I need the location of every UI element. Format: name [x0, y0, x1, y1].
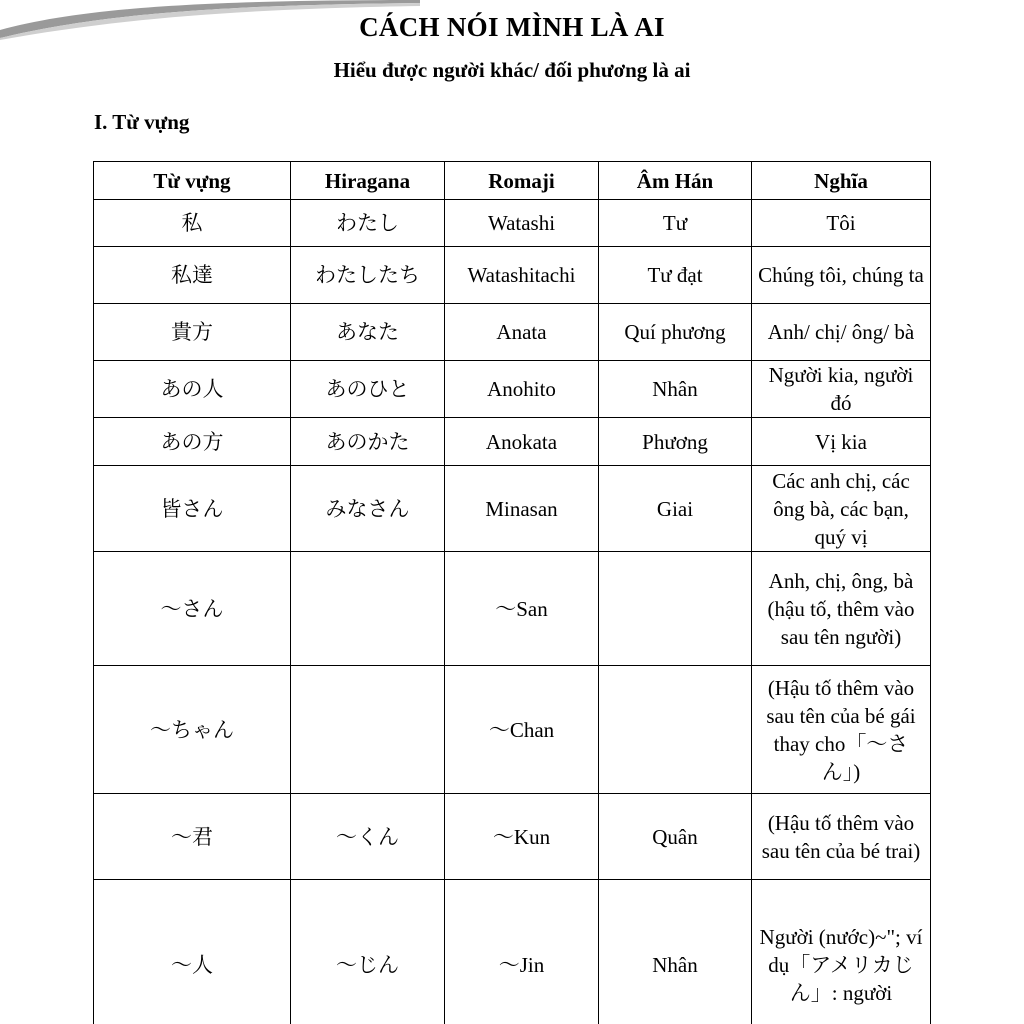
cell-am-han: Phương	[599, 418, 752, 466]
cell-romaji: ～Kun	[445, 794, 599, 880]
cell-nghia: Anh/ chị/ ông/ bà	[752, 304, 931, 361]
cell-tu-vung: あの人	[94, 361, 291, 418]
document-title: CÁCH NÓI MÌNH LÀ AI	[359, 12, 665, 42]
vocabulary-table	[93, 161, 931, 1024]
cell-am-han: Nhân	[599, 361, 752, 418]
cell-romaji: Anata	[445, 304, 599, 361]
cell-hiragana	[291, 552, 445, 666]
cell-nghia: Các anh chị, các ông bà, các bạn, quý vị	[752, 466, 931, 552]
cell-hiragana: ～じん	[291, 880, 445, 1024]
cell-tu-vung: ～ちゃん	[94, 666, 291, 794]
cell-nghia: Chúng tôi, chúng ta	[752, 247, 931, 304]
cell-hiragana: わたし	[291, 200, 445, 247]
cell-hiragana: あのひと	[291, 361, 445, 418]
cell-am-han: Quí phương	[599, 304, 752, 361]
cell-tu-vung: ～人	[94, 880, 291, 1024]
cell-romaji: Anohito	[445, 361, 599, 418]
column-header-romaji: Romaji	[445, 162, 599, 200]
table-row	[94, 666, 931, 794]
table-row	[94, 466, 931, 552]
column-header-tu-vung: Từ vựng	[94, 162, 291, 200]
column-header-nghia: Nghĩa	[752, 162, 931, 200]
table-row	[94, 200, 931, 247]
cell-nghia: (Hậu tố thêm vào sau tên của bé gái thay cho「～さん」)	[752, 666, 931, 794]
cell-tu-vung: 私達	[94, 247, 291, 304]
cell-nghia: Người (nước)~"; ví dụ「アメリカじん」: người	[752, 880, 931, 1024]
cell-romaji: Anokata	[445, 418, 599, 466]
cell-am-han: Quân	[599, 794, 752, 880]
cell-romaji: ～Chan	[445, 666, 599, 794]
cell-hiragana: あのかた	[291, 418, 445, 466]
cell-tu-vung: 皆さん	[94, 466, 291, 552]
cell-nghia: Người kia, người đó	[752, 361, 931, 418]
cell-am-han: Tư đạt	[599, 247, 752, 304]
table-row	[94, 418, 931, 466]
cell-nghia: Tôi	[752, 200, 931, 247]
section-heading-vocabulary: I. Từ vựng	[94, 110, 190, 134]
cell-romaji: Minasan	[445, 466, 599, 552]
cell-am-han	[599, 666, 752, 794]
cell-hiragana: わたしたち	[291, 247, 445, 304]
cell-tu-vung: 私	[94, 200, 291, 247]
table-row	[94, 794, 931, 880]
table-row	[94, 361, 931, 418]
cell-nghia: Anh, chị, ông, bà (hậu tố, thêm vào sau tên người)	[752, 552, 931, 666]
cell-am-han: Nhân	[599, 880, 752, 1024]
column-header-hiragana: Hiragana	[291, 162, 445, 200]
column-header-am-han: Âm Hán	[599, 162, 752, 200]
table-row	[94, 552, 931, 666]
table-row	[94, 880, 931, 1024]
cell-romaji: Watashitachi	[445, 247, 599, 304]
cell-hiragana: ～くん	[291, 794, 445, 880]
cell-hiragana	[291, 666, 445, 794]
table-row	[94, 304, 931, 361]
table-row	[94, 247, 931, 304]
cell-tu-vung: あの方	[94, 418, 291, 466]
table-header-row	[94, 162, 931, 200]
cell-am-han	[599, 552, 752, 666]
cell-nghia: (Hậu tố thêm vào sau tên của bé trai)	[752, 794, 931, 880]
cell-tu-vung: ～君	[94, 794, 291, 880]
cell-hiragana: あなた	[291, 304, 445, 361]
cell-hiragana: みなさん	[291, 466, 445, 552]
cell-romaji: ～Jin	[445, 880, 599, 1024]
cell-romaji: ～San	[445, 552, 599, 666]
cell-am-han: Tư	[599, 200, 752, 247]
cell-tu-vung: 貴方	[94, 304, 291, 361]
cell-romaji: Watashi	[445, 200, 599, 247]
cell-am-han: Giai	[599, 466, 752, 552]
cell-nghia: Vị kia	[752, 418, 931, 466]
cell-tu-vung: ～さん	[94, 552, 291, 666]
document-subtitle: Hiểu được người khác/ đối phương là ai	[333, 58, 691, 82]
